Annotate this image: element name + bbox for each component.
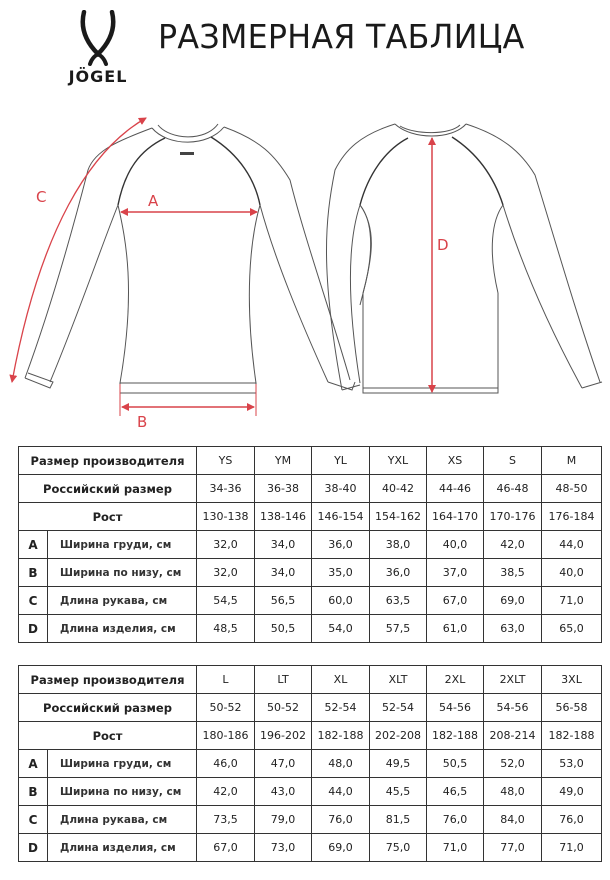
svg-text:C: C [36,188,47,206]
value-cell: 46,5 [427,778,484,806]
value-cell: 56,5 [255,587,312,615]
measurement-letter: D [19,834,48,862]
height-cell: 182-188 [427,722,484,750]
size-cell: YS [197,447,255,475]
value-cell: 49,5 [370,750,427,778]
value-cell: 65,0 [542,615,602,643]
value-cell: 45,5 [370,778,427,806]
value-cell: 36,0 [312,531,370,559]
jogel-emblem-icon [70,10,126,66]
value-cell: 38,5 [484,559,542,587]
russian-size-cell: 34-36 [197,475,255,503]
size-cell: 3XL [542,666,602,694]
svg-text:D: D [437,236,449,254]
manufacturer-size-row [19,447,602,475]
height-row [19,722,602,750]
size-cell: YL [312,447,370,475]
value-cell: 48,0 [312,750,370,778]
value-cell: 71,0 [542,587,602,615]
russian-size-row [19,694,602,722]
value-cell: 79,0 [255,806,312,834]
size-cell: XL [312,666,370,694]
garment-diagram [0,100,610,435]
value-cell: 67,0 [427,587,484,615]
measurement-letter: A [19,531,48,559]
value-cell: 43,0 [255,778,312,806]
value-cell: 34,0 [255,531,312,559]
value-cell: 49,0 [542,778,602,806]
size-cell: 2XLT [484,666,542,694]
value-cell: 42,0 [484,531,542,559]
page-title: РАЗМЕРНАЯ ТАБЛИЦА [158,17,525,56]
value-cell: 54,5 [197,587,255,615]
russian-size-cell: 52-54 [370,694,427,722]
measurement-letter: A [19,750,48,778]
measurement-label: Длина изделия, см [48,834,197,862]
back-view-shirt [326,124,602,393]
russian-size-cell: 54-56 [484,694,542,722]
value-cell: 36,0 [370,559,427,587]
russian-size-cell: 40-42 [370,475,427,503]
value-cell: 40,0 [427,531,484,559]
measurement-d [432,138,449,392]
height-cell: 182-188 [542,722,602,750]
russian-size-cell: 50-52 [255,694,312,722]
manufacturer-size-row [19,666,602,694]
measurement-label: Длина рукава, см [48,587,197,615]
russian-size-cell: 44-46 [427,475,484,503]
russian-size-cell: 54-56 [427,694,484,722]
value-cell: 71,0 [542,834,602,862]
measurement-row-b [19,559,602,587]
size-cell: YM [255,447,312,475]
measurement-letter: B [19,559,48,587]
value-cell: 34,0 [255,559,312,587]
value-cell: 76,0 [542,806,602,834]
russian-size-cell: 48-50 [542,475,602,503]
value-cell: 40,0 [542,559,602,587]
height-label: Рост [19,503,197,531]
measurement-row-a [19,750,602,778]
value-cell: 44,0 [312,778,370,806]
value-cell: 47,0 [255,750,312,778]
value-cell: 84,0 [484,806,542,834]
height-cell: 202-208 [370,722,427,750]
russian-size-cell: 36-38 [255,475,312,503]
value-cell: 63,5 [370,587,427,615]
measurement-row-c [19,806,602,834]
height-cell: 208-214 [484,722,542,750]
value-cell: 81,5 [370,806,427,834]
height-cell: 130-138 [197,503,255,531]
russian-size-cell: 38-40 [312,475,370,503]
value-cell: 32,0 [197,531,255,559]
page-header [0,0,610,95]
height-cell: 170-176 [484,503,542,531]
shirt-illustration [0,100,610,435]
value-cell: 48,0 [484,778,542,806]
brand-name: JÖGEL [68,67,128,86]
value-cell: 76,0 [427,806,484,834]
value-cell: 60,0 [312,587,370,615]
height-cell: 138-146 [255,503,312,531]
value-cell: 44,0 [542,531,602,559]
svg-text:B: B [137,413,148,431]
manufacturer-size-label: Размер производителя [19,447,197,475]
measurement-row-c [19,587,602,615]
measurement-letter: C [19,587,48,615]
value-cell: 69,0 [312,834,370,862]
value-cell: 37,0 [427,559,484,587]
russian-size-label: Российский размер [19,475,197,503]
value-cell: 57,5 [370,615,427,643]
size-table-2 [18,665,602,862]
height-cell: 154-162 [370,503,427,531]
brand-logo [58,10,138,88]
measurement-label: Ширина груди, см [48,750,197,778]
measurement-label: Длина рукава, см [48,806,197,834]
value-cell: 61,0 [427,615,484,643]
measurement-letter: C [19,806,48,834]
measurement-row-b [19,778,602,806]
value-cell: 53,0 [542,750,602,778]
size-cell: 2XL [427,666,484,694]
size-cell: M [542,447,602,475]
russian-size-label: Российский размер [19,694,197,722]
measurement-label: Ширина груди, см [48,531,197,559]
measurement-row-a [19,531,602,559]
value-cell: 50,5 [255,615,312,643]
measurement-row-d [19,834,602,862]
value-cell: 75,0 [370,834,427,862]
value-cell: 73,0 [255,834,312,862]
svg-text:A: A [148,192,159,210]
manufacturer-size-label: Размер производителя [19,666,197,694]
size-cell: XS [427,447,484,475]
height-cell: 146-154 [312,503,370,531]
height-cell: 164-170 [427,503,484,531]
value-cell: 42,0 [197,778,255,806]
value-cell: 77,0 [484,834,542,862]
value-cell: 73,5 [197,806,255,834]
value-cell: 71,0 [427,834,484,862]
measurement-b [120,384,256,431]
value-cell: 32,0 [197,559,255,587]
measurement-row-d [19,615,602,643]
size-cell: S [484,447,542,475]
russian-size-cell: 56-58 [542,694,602,722]
value-cell: 48,5 [197,615,255,643]
russian-size-row [19,475,602,503]
value-cell: 54,0 [312,615,370,643]
measurement-label: Длина изделия, см [48,615,197,643]
russian-size-cell: 46-48 [484,475,542,503]
height-cell: 196-202 [255,722,312,750]
height-cell: 180-186 [197,722,255,750]
value-cell: 67,0 [197,834,255,862]
value-cell: 35,0 [312,559,370,587]
value-cell: 50,5 [427,750,484,778]
measurement-label: Ширина по низу, см [48,778,197,806]
size-cell: LT [255,666,312,694]
size-table-1 [18,446,602,643]
measurement-letter: D [19,615,48,643]
russian-size-cell: 52-54 [312,694,370,722]
measurement-label: Ширина по низу, см [48,559,197,587]
height-cell: 182-188 [312,722,370,750]
front-view-shirt [25,124,355,393]
value-cell: 69,0 [484,587,542,615]
value-cell: 46,0 [197,750,255,778]
value-cell: 63,0 [484,615,542,643]
russian-size-cell: 50-52 [197,694,255,722]
value-cell: 38,0 [370,531,427,559]
measurement-a [121,192,257,212]
height-row [19,503,602,531]
measurement-letter: B [19,778,48,806]
height-label: Рост [19,722,197,750]
height-cell: 176-184 [542,503,602,531]
value-cell: 52,0 [484,750,542,778]
size-cell: YXL [370,447,427,475]
value-cell: 76,0 [312,806,370,834]
size-cell: XLT [370,666,427,694]
size-cell: L [197,666,255,694]
